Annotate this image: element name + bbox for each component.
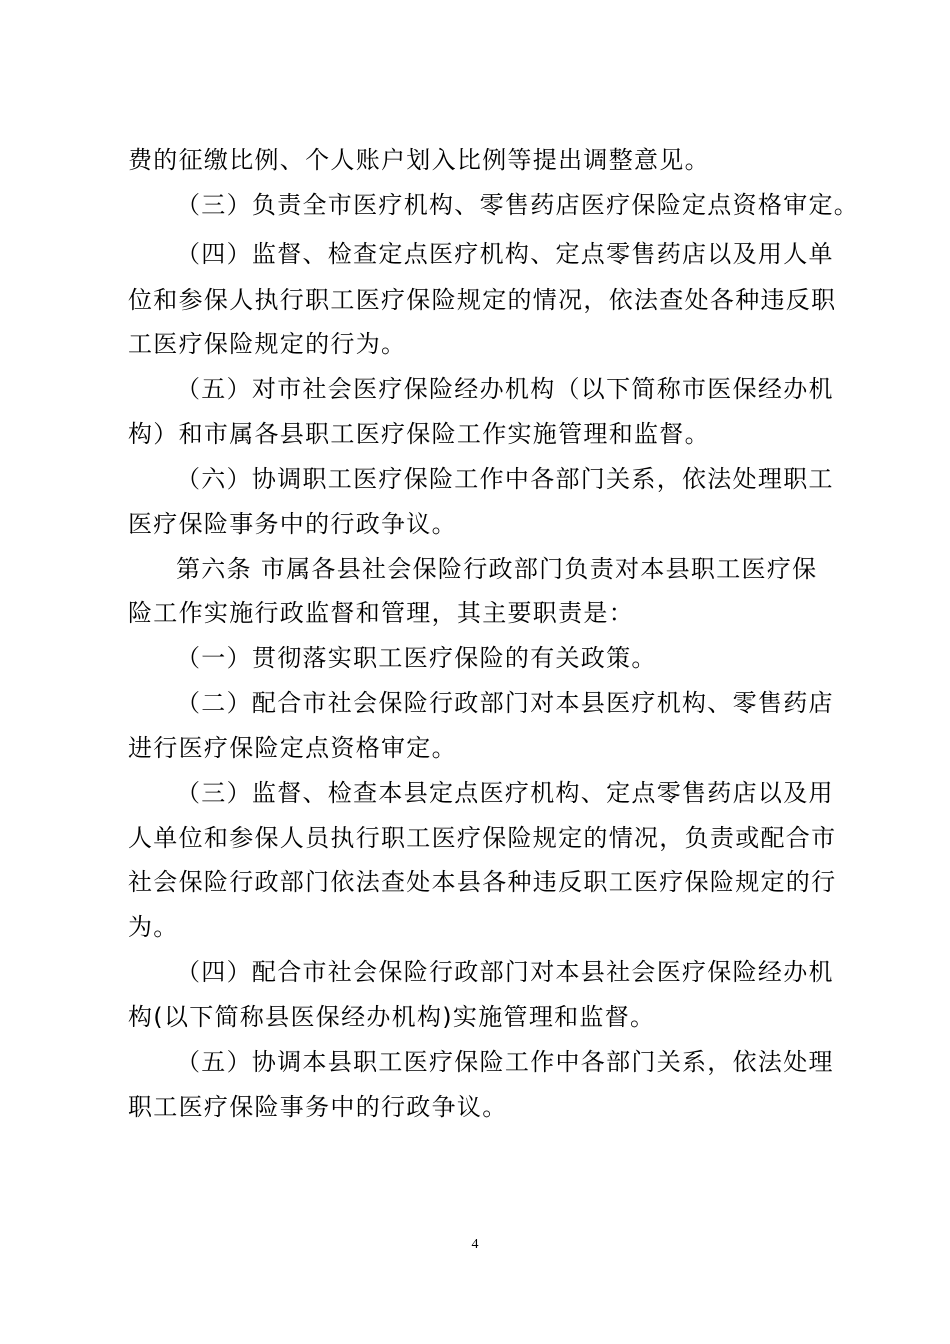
text-line: 社会保险行政部门依法查处本县各种违反职工医疗保险规定的行 (128, 868, 837, 896)
text-line: （六）协调职工医疗保险工作中各部门关系，依法处理职工 (176, 465, 834, 493)
text-line: 进行医疗保险定点资格审定。 (128, 734, 457, 762)
text-line: （二）配合市社会保险行政部门对本县医疗机构、零售药店 (176, 689, 834, 717)
text-line: （五）协调本县职工医疗保险工作中各部门关系，依法处理 (176, 1048, 834, 1076)
text-line: （四）配合市社会保险行政部门对本县社会医疗保险经办机 (176, 958, 834, 986)
text-line: （三）负责全市医疗机构、零售药店医疗保险定点资格审定。 (176, 191, 860, 219)
text-line: 险工作实施行政监督和管理，其主要职责是： (128, 599, 634, 627)
text-line: 费的征缴比例、个人账户划入比例等提出调整意见。 (128, 146, 710, 174)
text-line: 医疗保险事务中的行政争议。 (128, 510, 457, 538)
page-number: 4 (471, 1237, 479, 1252)
text-line: 构）和市属各县职工医疗保险工作实施管理和监督。 (128, 420, 710, 448)
text-line: 位和参保人执行职工医疗保险规定的情况，依法查处各种违反职 (128, 286, 837, 314)
text-line: （四）监督、检查定点医疗机构、定点零售药店以及用人单 (176, 240, 834, 268)
text-line: 职工医疗保险事务中的行政争议。 (128, 1093, 508, 1121)
section-heading-line: 第六条 市属各县社会保险行政部门负责对本县职工医疗保 (176, 555, 818, 583)
text-line: 工医疗保险规定的行为。 (128, 330, 407, 358)
text-line: （三）监督、检查本县定点医疗机构、定点零售药店以及用 (176, 779, 834, 807)
text-line: 构(以下简称县医保经办机构)实施管理和监督。 (128, 1003, 656, 1031)
text-line: 人单位和参保人员执行职工医疗保险规定的情况，负责或配合市 (128, 824, 837, 852)
text-line: （五）对市社会医疗保险经办机构（以下简称市医保经办机 (176, 375, 834, 403)
text-line: （一）贯彻落实职工医疗保险的有关政策。 (176, 644, 657, 672)
text-line: 为。 (128, 913, 179, 941)
